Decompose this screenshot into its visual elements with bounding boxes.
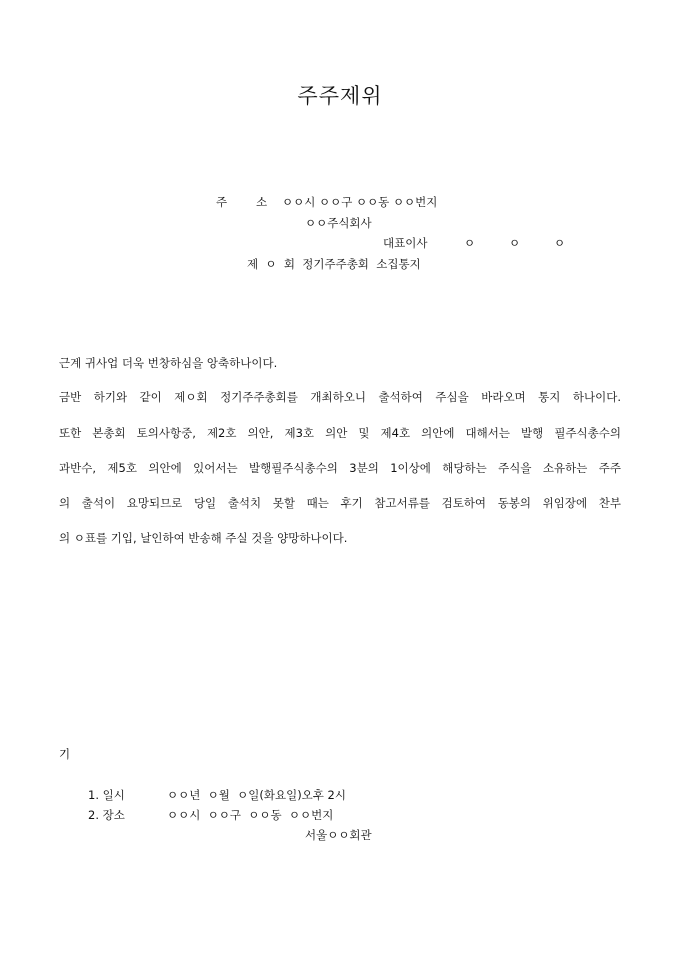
body-line-6: 의 ㅇ표를 기입, 날인하여 반송해 주실 것을 양망하나이다. bbox=[59, 531, 348, 545]
representative-mark-1: ㅇ bbox=[464, 236, 476, 250]
item-label-datetime: 1. 일시 bbox=[88, 788, 125, 802]
notice-subject: 제 ㅇ 회 정기주주총회 소집통지 bbox=[247, 257, 421, 271]
gi-heading: 기 bbox=[59, 747, 71, 761]
item-value-datetime: ㅇㅇ년 ㅇ월 ㅇ일(화요일)오후 2시 bbox=[167, 788, 346, 802]
address-label bbox=[216, 194, 227, 210]
document-title: 주주제위 bbox=[297, 84, 383, 108]
representative-label: 대표이사 bbox=[383, 236, 428, 250]
address-label-1: 주 bbox=[216, 195, 228, 209]
item-value-place: ㅇㅇ시 ㅇㅇ구 ㅇㅇ동 ㅇㅇ번지 bbox=[167, 808, 334, 822]
body-line-2: 금반 하기와 같이 제ㅇ회 정기주주총회를 개최하오니 출석하여 주심을 바라오며 통지 하나이다. bbox=[59, 390, 621, 404]
address-value: ㅇㅇ시 ㅇㅇ구 ㅇㅇ동 ㅇㅇ번지 bbox=[282, 195, 438, 209]
representative-mark-3: ㅇ bbox=[554, 236, 566, 250]
body-line-5: 의 출석이 요망되므로 당일 출석치 못할 때는 후기 참고서류를 검토하여 동봉의 위임장에 찬부 bbox=[59, 496, 621, 510]
body-line-1: 근계 귀사업 더욱 번창하심을 앙축하나이다. bbox=[59, 356, 278, 370]
item-label-place: 2. 장소 bbox=[88, 808, 125, 822]
company-name: ㅇㅇ주식회사 bbox=[305, 216, 372, 230]
venue-name: 서울ㅇㅇ회관 bbox=[305, 828, 372, 842]
address-label-2: 소 bbox=[256, 195, 268, 209]
representative-mark-2: ㅇ bbox=[509, 236, 521, 250]
body-line-3: 또한 본총회 토의사항중, 제2호 의안, 제3호 의안 및 제4호 의안에 대해서는 발행 필주식총수의 bbox=[59, 426, 621, 440]
body-line-4: 과반수, 제5호 의안에 있어서는 발행필주식총수의 3분의 1이상에 해당하는 주식을 소유하는 주주 bbox=[59, 461, 621, 475]
